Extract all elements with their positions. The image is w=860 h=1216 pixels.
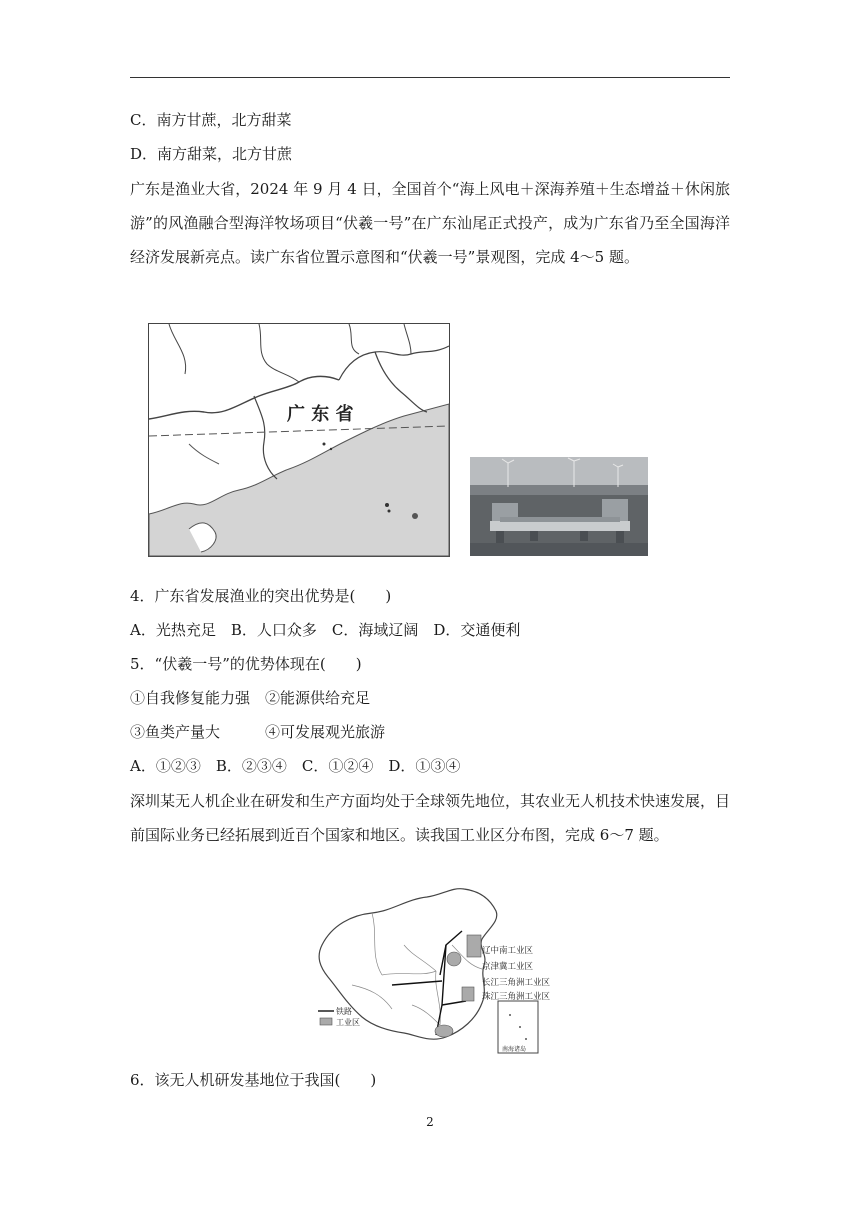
guangdong-province-label: 广 东 省 <box>287 404 354 425</box>
intro-paragraph-4-5 <box>130 172 730 274</box>
china-industrial-map <box>312 885 551 1055</box>
guangdong-location-map <box>148 323 450 557</box>
label-jingjinji: 京津冀工业区 <box>482 962 534 972</box>
header-rule <box>130 77 730 78</box>
question-5-options: A．①②③ B．②③④ C．①②④ D．①③④ <box>130 757 461 775</box>
intro-text-6-7: 深圳某无人机企业在研发和生产方面均处于全球领先地位，其农业无人机技术快速发展，目前国际业务已经拓展到近百个国家和地区。读我国工业区分布图，完成 6～7 题。 <box>130 792 731 844</box>
inset-label: 南海诸岛 <box>502 1046 527 1053</box>
option-c-q3: C．南方甘蔗，北方甜菜 <box>130 111 292 129</box>
china-map-drawing <box>312 885 551 1055</box>
industrial-zone-legend-symbol <box>320 1018 332 1025</box>
question-5-items-2: ③鱼类产量大 ④可发展观光旅游 <box>130 723 386 741</box>
intro-paragraph-6-7 <box>130 784 730 852</box>
label-changjiang: 长江三角洲工业区 <box>482 978 551 988</box>
question-4-stem: 4．广东省发展渔业的突出优势是( ) <box>130 587 392 605</box>
guangdong-map-drawing <box>149 324 449 556</box>
question-5-stem: 5．“伏羲一号”的优势体现在( ) <box>130 655 362 673</box>
question-4-options: A．光热充足 B．人口众多 C．海域辽阔 D．交通便利 <box>130 621 521 639</box>
page-number: 2 <box>426 1115 434 1129</box>
fuxi-one-photo-drawing <box>470 457 648 556</box>
legend-railway: 铁路 <box>336 1007 352 1016</box>
label-liaozhongnan: 辽中南工业区 <box>482 946 534 956</box>
legend-industrial-zone: 工业区 <box>336 1018 360 1027</box>
question-5-items-1: ①自我修复能力强 ②能源供给充足 <box>130 689 371 707</box>
question-6-stem: 6．该无人机研发基地位于我国( ) <box>130 1071 377 1089</box>
fuxi-one-photo <box>470 457 648 556</box>
label-zhujiang: 珠江三角洲工业区 <box>482 992 551 1002</box>
intro-text-4-5: 广东是渔业大省，2024 年 9 月 4 日，全国首个“海上风电＋深海养殖＋生态增益＋休闲旅游”的风渔融合型海洋牧场项目“伏羲一号”在广东汕尾正式投产，成为广东省乃至全国海洋经济发展新亮点。读广东省位置示意图和“伏羲一号”景观图，完成 4～5 题。 <box>130 180 730 266</box>
option-d-q3: D．南方甜菜，北方甘蔗 <box>130 145 293 163</box>
